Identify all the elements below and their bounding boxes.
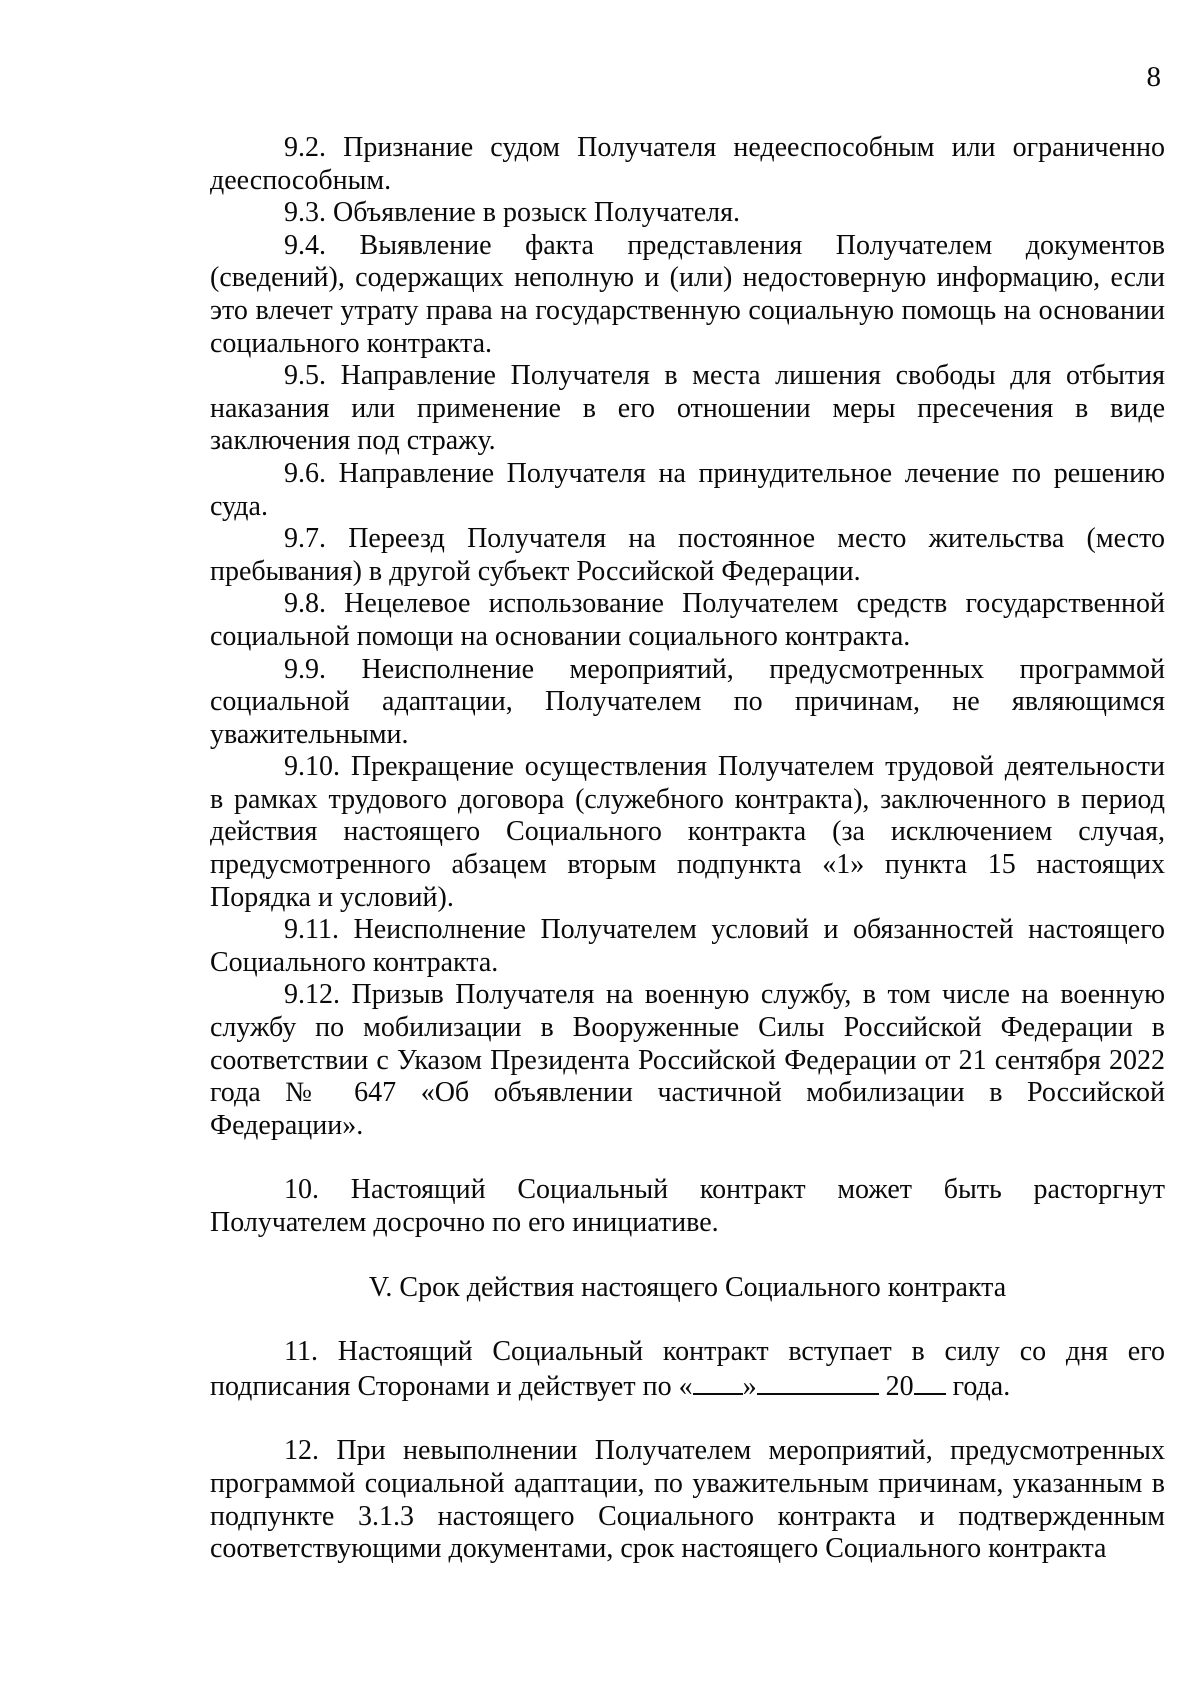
clause-9-4: 9.4. Выявление факта представления Получателем документов (сведений), содержащих неполную и (или) недостоверную информацию, если это влечет утрату права на государственную социальную помощь на основании социального контракта. (210, 229, 1165, 359)
quote-close: » (742, 1370, 757, 1402)
clause-10: 10. Настоящий Социальный контракт может быть расторгнут Получателем досрочно по его инициативе. (210, 1174, 1165, 1238)
clause-9-10: 9.10. Прекращение осуществления Получателем трудовой деятельности в рамках трудового договора (служебного контракта), заключенного в период действия настоящего Социального контракта (за исключением случая, предусмотренного абзацем вторым подпункта «1» пункта 15 настоящих Порядка и условий). (210, 751, 1165, 913)
year-blank (914, 1369, 946, 1395)
clause-9-2: 9.2. Признание судом Получателя недееспособным или ограниченно дееспособным. (210, 132, 1165, 196)
clause-9-8: 9.8. Нецелевое использование Получателем средств государственной социальной помощи на основании социального контракта. (210, 588, 1165, 652)
clause-9-11: 9.11. Неисполнение Получателем условий и обязанностей настоящего Социального контракта. (210, 914, 1165, 978)
year-prefix: 20 (878, 1370, 914, 1402)
clause-9-3: 9.3. Объявление в розыск Получателя. (284, 197, 741, 229)
clause-9-5: 9.5. Направление Получателя в места лишения свободы для отбытия наказания или применение в его отношении меры пресечения в виде заключения под стражу. (210, 360, 1165, 457)
section-heading: V. Срок действия настоящего Социального контракта (368, 1271, 1007, 1303)
clause-9-6: 9.6. Направление Получателя на принудительное лечение по решению суда. (210, 457, 1165, 522)
month-blank (757, 1369, 879, 1395)
clause-11-tail: года. (945, 1370, 1011, 1402)
clause-9-9: 9.9. Неисполнение мероприятий, предусмотренных программой социальной адаптации, Получателем по причинам, не являющимся уважительными. (210, 653, 1165, 750)
day-blank (693, 1369, 743, 1395)
clause-9-12: 9.12. Призыв Получателя на военную службу, в том числе на военную службу по мобилизации в Вооруженные Силы Российской Федерации в соответствии с Указом Президента Российской Федерации от 21 сентября 2022 года № 647 «Об объявлении частичной мобилизации в Российской Федерации». (210, 979, 1165, 1141)
clause-9-7: 9.7. Переезд Получателя на постоянное место жительства (место пребывания) в другой субъект Российской Федерации. (210, 523, 1165, 587)
page-number: 8 (1146, 61, 1161, 93)
clause-11-lead: 11. Настоящий Социальный контракт вступает в силу со дня его подписания Сторонами и действует по « (210, 1336, 1165, 1402)
clause-12: 12. При невыполнении Получателем мероприятий, предусмотренных программой социальной адаптации, по уважительным причинам, указанным в подпункте 3.1.3 настоящего Социального контракта и подтвержденным соответствующими документами, срок настоящего Социального контракта (210, 1435, 1165, 1565)
document-body (210, 132, 1165, 1566)
clause-11 (210, 1336, 1165, 1403)
